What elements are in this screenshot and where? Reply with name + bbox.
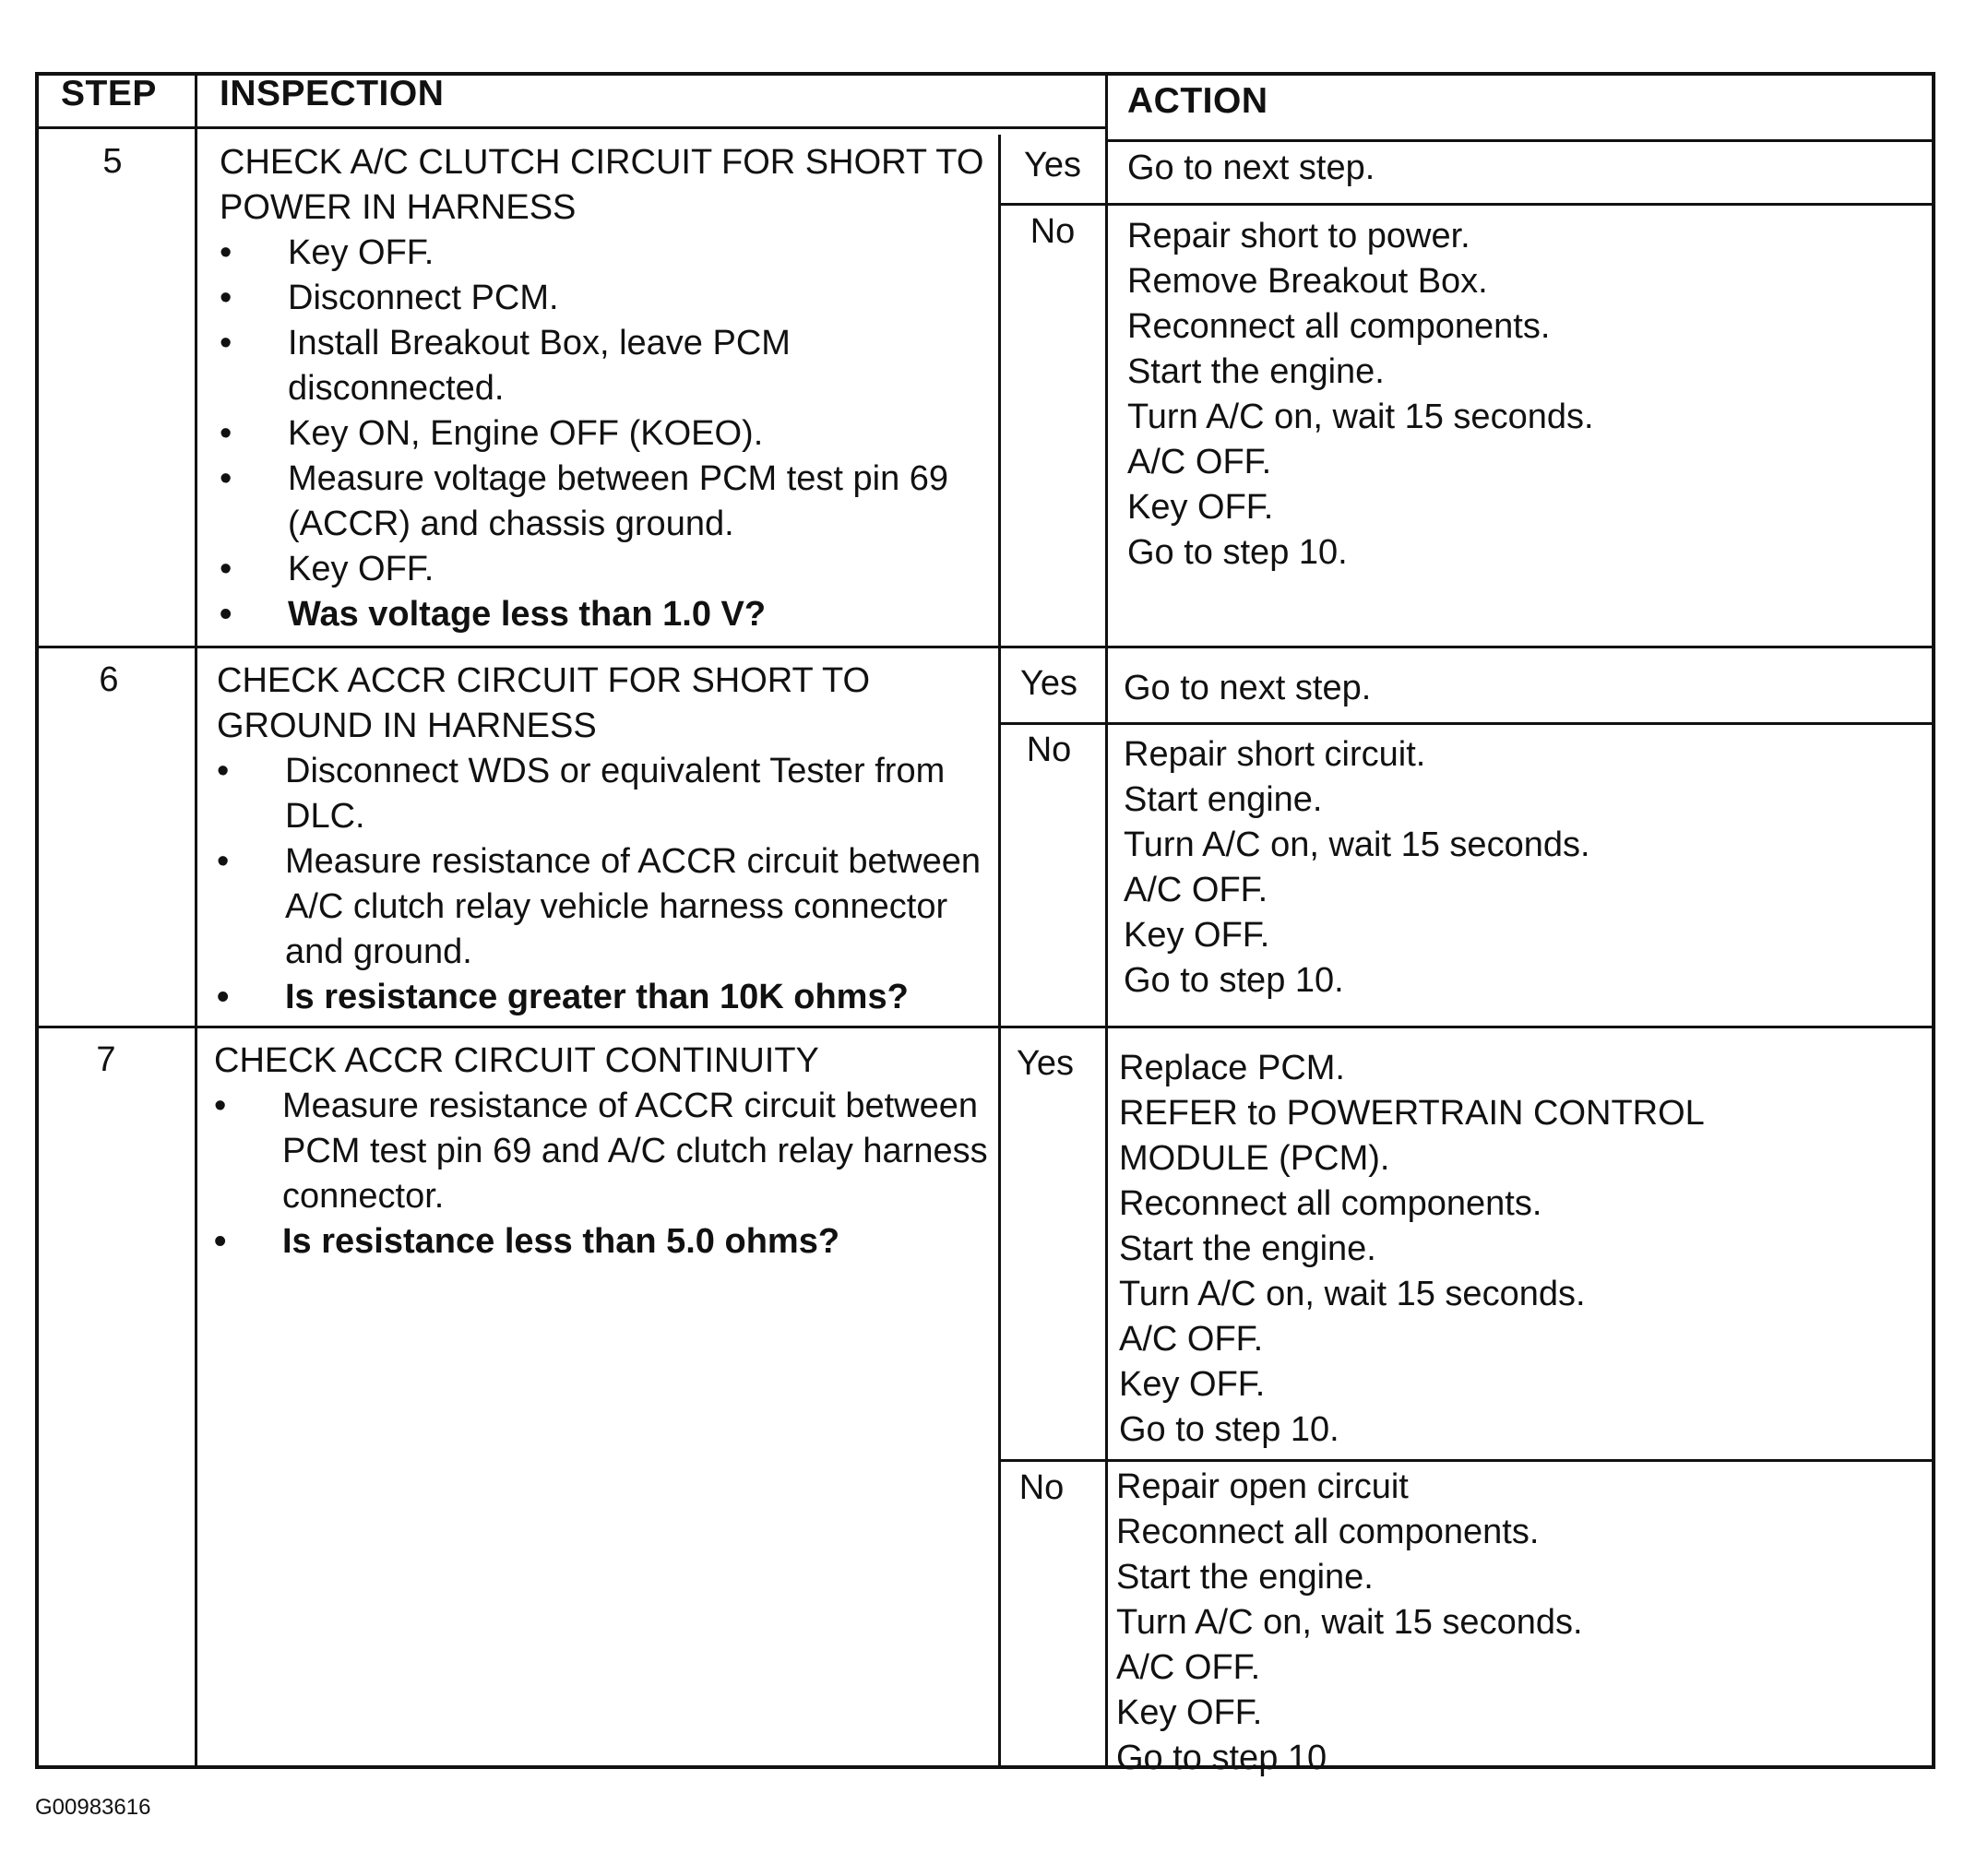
inspection-list	[217, 749, 987, 1020]
action-line: Repair open circuit	[1116, 1467, 1409, 1506]
list-item: • Disconnect WDS or equivalent Tester from DLC.	[217, 749, 949, 839]
action-line: Remove Breakout Box.	[1127, 262, 1488, 301]
action-line: Go to next step.	[1127, 148, 1375, 187]
yes-label: Yes	[1020, 664, 1077, 703]
figure-id: G00983616	[35, 1795, 151, 1820]
no-label: No	[1026, 730, 1072, 769]
header-action: ACTION	[1127, 81, 1268, 121]
list-item: • Key ON, Engine OFF (KOEO).	[220, 411, 985, 457]
action-line: Repair short to power.	[1127, 217, 1470, 255]
action-line: Key OFF.	[1119, 1365, 1266, 1404]
action-line: Go to step 10.	[1116, 1739, 1337, 1777]
action-line: A/C OFF.	[1116, 1648, 1261, 1687]
list-item: • Measure voltage between PCM test pin 69 (ACCR) and chassis ground.	[220, 457, 952, 547]
action-line: Repair short circuit.	[1124, 735, 1426, 774]
action-line: Turn A/C on, wait 15 seconds.	[1119, 1275, 1586, 1313]
row7-yes-divider	[998, 1459, 1935, 1462]
inspection-title: CHECK A/C CLUTCH CIRCUIT FOR SHORT TO POWER IN HARNESS	[220, 143, 984, 227]
yes-action	[1127, 146, 1375, 191]
row5-yes-divider	[998, 203, 1935, 206]
inspection-cell	[217, 659, 987, 1020]
action-line: Start the engine.	[1127, 352, 1385, 391]
header-inspection: INSPECTION	[220, 74, 445, 113]
yes-label: Yes	[1024, 146, 1081, 184]
no-label: No	[1018, 1468, 1065, 1507]
list-item: • Key OFF.	[220, 231, 985, 276]
header-step: STEP	[61, 74, 157, 113]
row5-bottom	[35, 646, 1935, 648]
inspection-question: • Is resistance less than 5.0 ohms?	[214, 1219, 989, 1265]
header-divider	[35, 126, 1108, 129]
action-line: Go to step 10.	[1119, 1410, 1339, 1449]
list-item: • Measure resistance of ACCR circuit between PCM test pin 69 and A/C clutch relay harness connector.	[214, 1084, 993, 1219]
inspection-cell	[214, 1039, 989, 1265]
action-line: A/C OFF.	[1119, 1320, 1264, 1359]
inspection-list	[214, 1084, 989, 1265]
list-item: • Measure resistance of ACCR circuit between A/C clutch relay vehicle harness connector and ground.	[217, 839, 986, 975]
no-action	[1116, 1465, 1583, 1781]
action-line: Key OFF.	[1127, 488, 1274, 527]
action-line: Turn A/C on, wait 15 seconds.	[1124, 825, 1590, 864]
action-line: Turn A/C on, wait 15 seconds.	[1127, 398, 1594, 436]
step-number: 7	[96, 1040, 116, 1079]
inspection-title: CHECK ACCR CIRCUIT FOR SHORT TO GROUND IN HARNESS	[217, 661, 871, 745]
no-action	[1127, 214, 1594, 576]
action-line: Go to step 10.	[1127, 533, 1348, 572]
no-label: No	[1030, 212, 1076, 251]
action-line: Replace PCM.	[1119, 1049, 1345, 1087]
header-divider-action	[1105, 139, 1935, 142]
inspection-question: • Was voltage less than 1.0 V?	[220, 592, 985, 637]
action-line: Turn A/C on, wait 15 seconds.	[1116, 1603, 1583, 1642]
yes-action	[1119, 1046, 1705, 1453]
list-item: • Install Breakout Box, leave PCM disconnected.	[220, 321, 878, 411]
inspection-list	[220, 231, 985, 637]
action-line: MODULE (PCM).	[1119, 1139, 1390, 1178]
action-line: Go to step 10.	[1124, 961, 1344, 1000]
action-line: Start the engine.	[1116, 1558, 1374, 1597]
action-line: A/C OFF.	[1124, 871, 1268, 909]
yes-label: Yes	[1017, 1044, 1074, 1083]
no-action	[1124, 732, 1590, 1003]
action-line: Reconnect all components.	[1127, 307, 1551, 346]
list-item: • Disconnect PCM.	[220, 276, 985, 321]
step-number: 5	[102, 142, 123, 181]
inspection-title: CHECK ACCR CIRCUIT CONTINUITY	[214, 1041, 819, 1080]
inspection-question: • Is resistance greater than 10K ohms?	[217, 975, 987, 1020]
action-line: Reconnect all components.	[1116, 1513, 1540, 1551]
col-divider-step	[195, 72, 197, 1769]
action-line: Go to next step.	[1124, 669, 1372, 707]
col-divider-action	[1105, 72, 1108, 1769]
yes-action	[1124, 666, 1371, 711]
row6-bottom	[35, 1026, 1935, 1028]
action-line: REFER to POWERTRAIN CONTROL	[1119, 1094, 1705, 1133]
action-line: Reconnect all components.	[1119, 1184, 1542, 1223]
row6-yes-divider	[998, 722, 1935, 725]
action-line: Key OFF.	[1124, 916, 1270, 955]
action-line: Start engine.	[1124, 780, 1323, 819]
list-item: • Key OFF.	[220, 547, 985, 592]
col-divider-answer	[998, 135, 1001, 1769]
step-number: 6	[99, 660, 119, 699]
action-line: Start the engine.	[1119, 1229, 1376, 1268]
inspection-cell	[220, 140, 985, 637]
action-line: A/C OFF.	[1127, 443, 1272, 481]
action-line: Key OFF.	[1116, 1693, 1263, 1732]
